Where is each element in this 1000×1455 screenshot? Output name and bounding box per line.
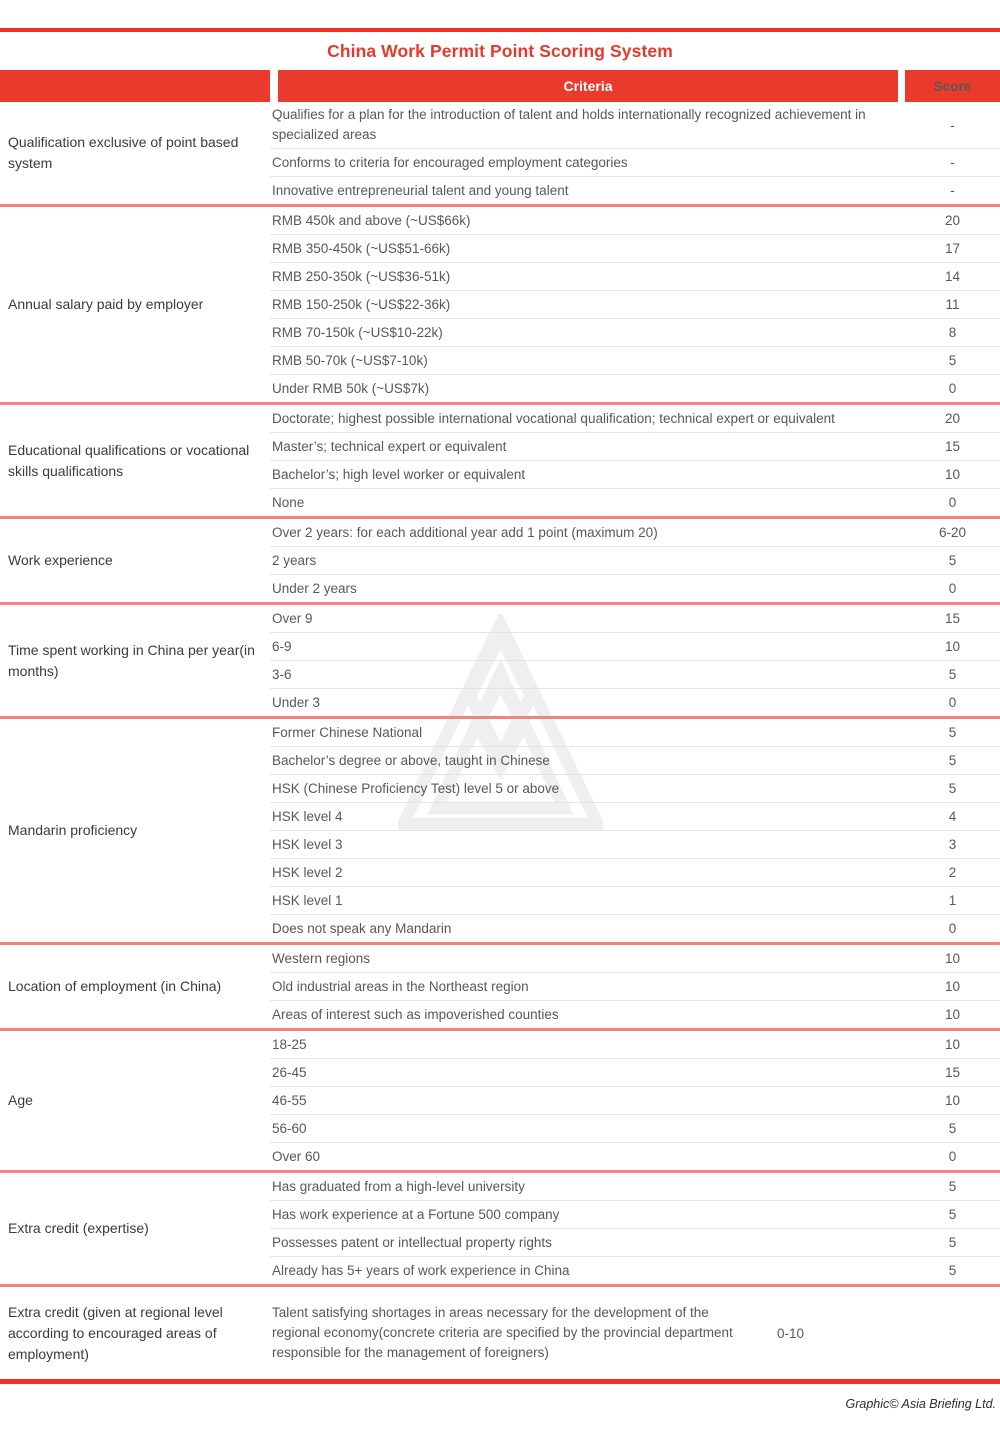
section-rows [270,102,1000,204]
criteria-cell: Possesses patent or intellectual property rights [272,1234,552,1250]
header-score-cell: Score [905,70,1000,102]
category-label: Extra credit (given at regional level according to encouraged areas of employment) [8,1303,223,1362]
category-label: Qualification exclusive of point based system [8,134,239,171]
header-category-cell [0,70,270,102]
criteria-cell: Old industrial areas in the Northeast region [272,978,529,994]
score-cell: 6-20 [938,525,967,540]
table-row [270,488,1000,516]
section-rows [270,605,1000,716]
score-cell: 5 [948,1179,957,1194]
table-body [0,102,1000,1379]
score-cell: 5 [948,1235,957,1250]
score-cell: 20 [944,411,961,426]
category-label: Annual salary paid by employer [8,296,204,312]
table-row [270,688,1000,716]
score-cell: 15 [944,1065,961,1080]
criteria-cell: Under 2 years [272,580,357,596]
criteria-cell: Former Chinese National [272,724,423,740]
table-row [270,262,1000,290]
criteria-cell: 18-25 [272,1036,307,1052]
score-cell: 5 [948,1207,957,1222]
table-section [0,942,1000,1028]
table-row [270,746,1000,774]
table-row [270,1031,1000,1058]
table-section [0,602,1000,716]
scoring-table [0,70,1000,1379]
criteria-cell: None [272,494,305,510]
category-label: Time spent working in China per year(in months) [8,641,255,679]
criteria-cell: Has work experience at a Fortune 500 company [272,1206,560,1222]
table-section [0,716,1000,942]
score-cell: 0-10 [776,1325,805,1341]
table-row [270,660,1000,688]
score-cell: 0 [948,921,957,936]
score-cell: - [950,155,955,170]
score-cell: 5 [948,725,957,740]
section-rows [270,1031,1000,1170]
criteria-cell: Conforms to criteria for encouraged employment categories [272,154,628,170]
score-cell: 10 [944,639,961,654]
criteria-cell: HSK level 1 [272,892,343,908]
score-cell: 8 [948,325,957,340]
table-section [0,516,1000,602]
criteria-cell: Qualifies for a plan for the introduction of talent and holds internationally recognized achievement in specialized areas [272,107,866,142]
page-title: China Work Permit Point Scoring System [327,41,673,61]
score-cell: 10 [944,951,961,966]
criteria-cell: Innovative entrepreneurial talent and young talent [272,182,569,198]
table-section [0,102,1000,204]
table-row [270,1200,1000,1228]
criteria-cell: RMB 450k and above (~US$66k) [272,212,471,228]
criteria-cell: Areas of interest such as impoverished counties [272,1006,559,1022]
header-criteria-cell: Criteria [278,70,898,102]
table-section [0,1170,1000,1284]
section-rows [270,945,1000,1028]
table-section [0,1284,1000,1379]
criteria-cell: 3-6 [272,666,292,682]
table-row [270,1000,1000,1028]
category-label: Location of employment (in China) [8,978,222,994]
category-label: Educational qualifications or vocational skills qualifications [8,441,250,479]
criteria-cell: Over 2 years: for each additional year add 1 point (maximum 20) [272,524,658,540]
table-row [270,346,1000,374]
section-rows [270,207,1000,402]
table-row [270,546,1000,574]
criteria-cell: 46-55 [272,1092,307,1108]
score-cell: 5 [948,553,957,568]
table-row [270,318,1000,346]
score-cell: 5 [948,667,957,682]
table-row [270,886,1000,914]
table-row [270,574,1000,602]
table-section [0,204,1000,402]
score-cell: 5 [948,781,957,796]
score-cell: 1 [948,893,957,908]
criteria-cell: Talent satisfying shortages in areas necessary for the development of the regional economy(concrete criteria are specified by the provincial department responsible for the management of foreigners) [272,1305,733,1360]
score-cell: - [950,183,955,198]
criteria-cell: 2 years [272,552,317,568]
table-row [270,1086,1000,1114]
category-label: Work experience [8,552,113,568]
table-row [270,1287,1000,1379]
criteria-cell: HSK level 3 [272,836,343,852]
section-rows [270,1173,1000,1284]
table-row [270,719,1000,746]
criteria-cell: Has graduated from a high-level university [272,1178,525,1194]
category-label: Extra credit (expertise) [8,1220,149,1236]
criteria-cell: Under 3 [272,694,321,710]
table-row [270,972,1000,1000]
table-row [270,605,1000,632]
criteria-cell: Does not speak any Mandarin [272,920,452,936]
table-row [270,632,1000,660]
criteria-cell: Western regions [272,950,371,966]
table-row [270,1058,1000,1086]
score-cell: 0 [948,381,957,396]
category-label: Mandarin proficiency [8,822,138,838]
table-row [270,405,1000,432]
score-cell: 4 [948,809,957,824]
score-cell: 20 [944,213,961,228]
table-row [270,914,1000,942]
criteria-cell: HSK level 2 [272,864,343,880]
score-cell: 17 [944,241,961,256]
score-cell: 0 [948,495,957,510]
table-row [270,1114,1000,1142]
criteria-cell: Bachelor’s degree or above, taught in Chinese [272,752,550,768]
score-cell: 10 [944,467,961,482]
criteria-cell: Over 9 [272,610,313,626]
table-row [270,176,1000,204]
criteria-cell: RMB 350-450k (~US$51-66k) [272,240,451,256]
score-cell: 10 [944,1093,961,1108]
table-row [270,1228,1000,1256]
section-rows [270,1287,1000,1379]
criteria-cell: Already has 5+ years of work experience in China [272,1262,570,1278]
score-cell: 15 [944,439,961,454]
criteria-cell: RMB 50-70k (~US$7-10k) [272,352,428,368]
credit-text: Graphic© Asia Briefing Ltd. [845,1397,996,1411]
criteria-cell: HSK (Chinese Proficiency Test) level 5 or above [272,780,560,796]
criteria-cell: HSK level 4 [272,808,343,824]
score-cell: 10 [944,1007,961,1022]
criteria-cell: Bachelor’s; high level worker or equivalent [272,466,526,482]
table-row [270,102,1000,148]
table-row [270,207,1000,234]
section-rows [270,719,1000,942]
criteria-cell: Master’s; technical expert or equivalent [272,438,507,454]
table-row [270,519,1000,546]
table-header-row [0,70,1000,102]
table-row [270,774,1000,802]
table-row [270,148,1000,176]
score-cell: 0 [948,1149,957,1164]
criteria-cell: 56-60 [272,1120,307,1136]
table-row [270,1173,1000,1200]
criteria-cell: RMB 250-350k (~US$36-51k) [272,268,451,284]
score-cell: - [950,117,955,133]
table-row [270,460,1000,488]
score-cell: 10 [944,1037,961,1052]
section-rows [270,519,1000,602]
table-row [270,234,1000,262]
table-section [0,402,1000,516]
top-accent-bar [0,28,1000,32]
table-row [270,945,1000,972]
score-cell: 0 [948,695,957,710]
score-cell: 15 [944,611,961,626]
bottom-accent-bar [0,1379,1000,1384]
table-row [270,1256,1000,1284]
score-cell: 11 [945,297,960,312]
table-row [270,830,1000,858]
table-row [270,290,1000,318]
criteria-cell: RMB 150-250k (~US$22-36k) [272,296,451,312]
score-cell: 3 [948,837,957,852]
table-section [0,1028,1000,1170]
criteria-cell: Over 60 [272,1148,321,1164]
score-cell: 14 [944,269,961,284]
table-row [270,374,1000,402]
score-cell: 0 [948,581,957,596]
table-row [270,802,1000,830]
score-cell: 5 [948,1121,957,1136]
score-cell: 5 [948,1263,957,1278]
table-row [270,1142,1000,1170]
score-cell: 5 [948,753,957,768]
category-label: Age [8,1092,33,1108]
section-rows [270,405,1000,516]
table-row [270,432,1000,460]
table-row [270,858,1000,886]
score-cell: 10 [944,979,961,994]
criteria-cell: Under RMB 50k (~US$7k) [272,380,430,396]
score-cell: 5 [948,353,957,368]
criteria-cell: 26-45 [272,1064,307,1080]
criteria-cell: 6-9 [272,638,292,654]
score-cell: 2 [948,865,957,880]
criteria-cell: Doctorate; highest possible international vocational qualification; technical expert or equivalent [272,410,835,426]
criteria-cell: RMB 70-150k (~US$10-22k) [272,324,443,340]
